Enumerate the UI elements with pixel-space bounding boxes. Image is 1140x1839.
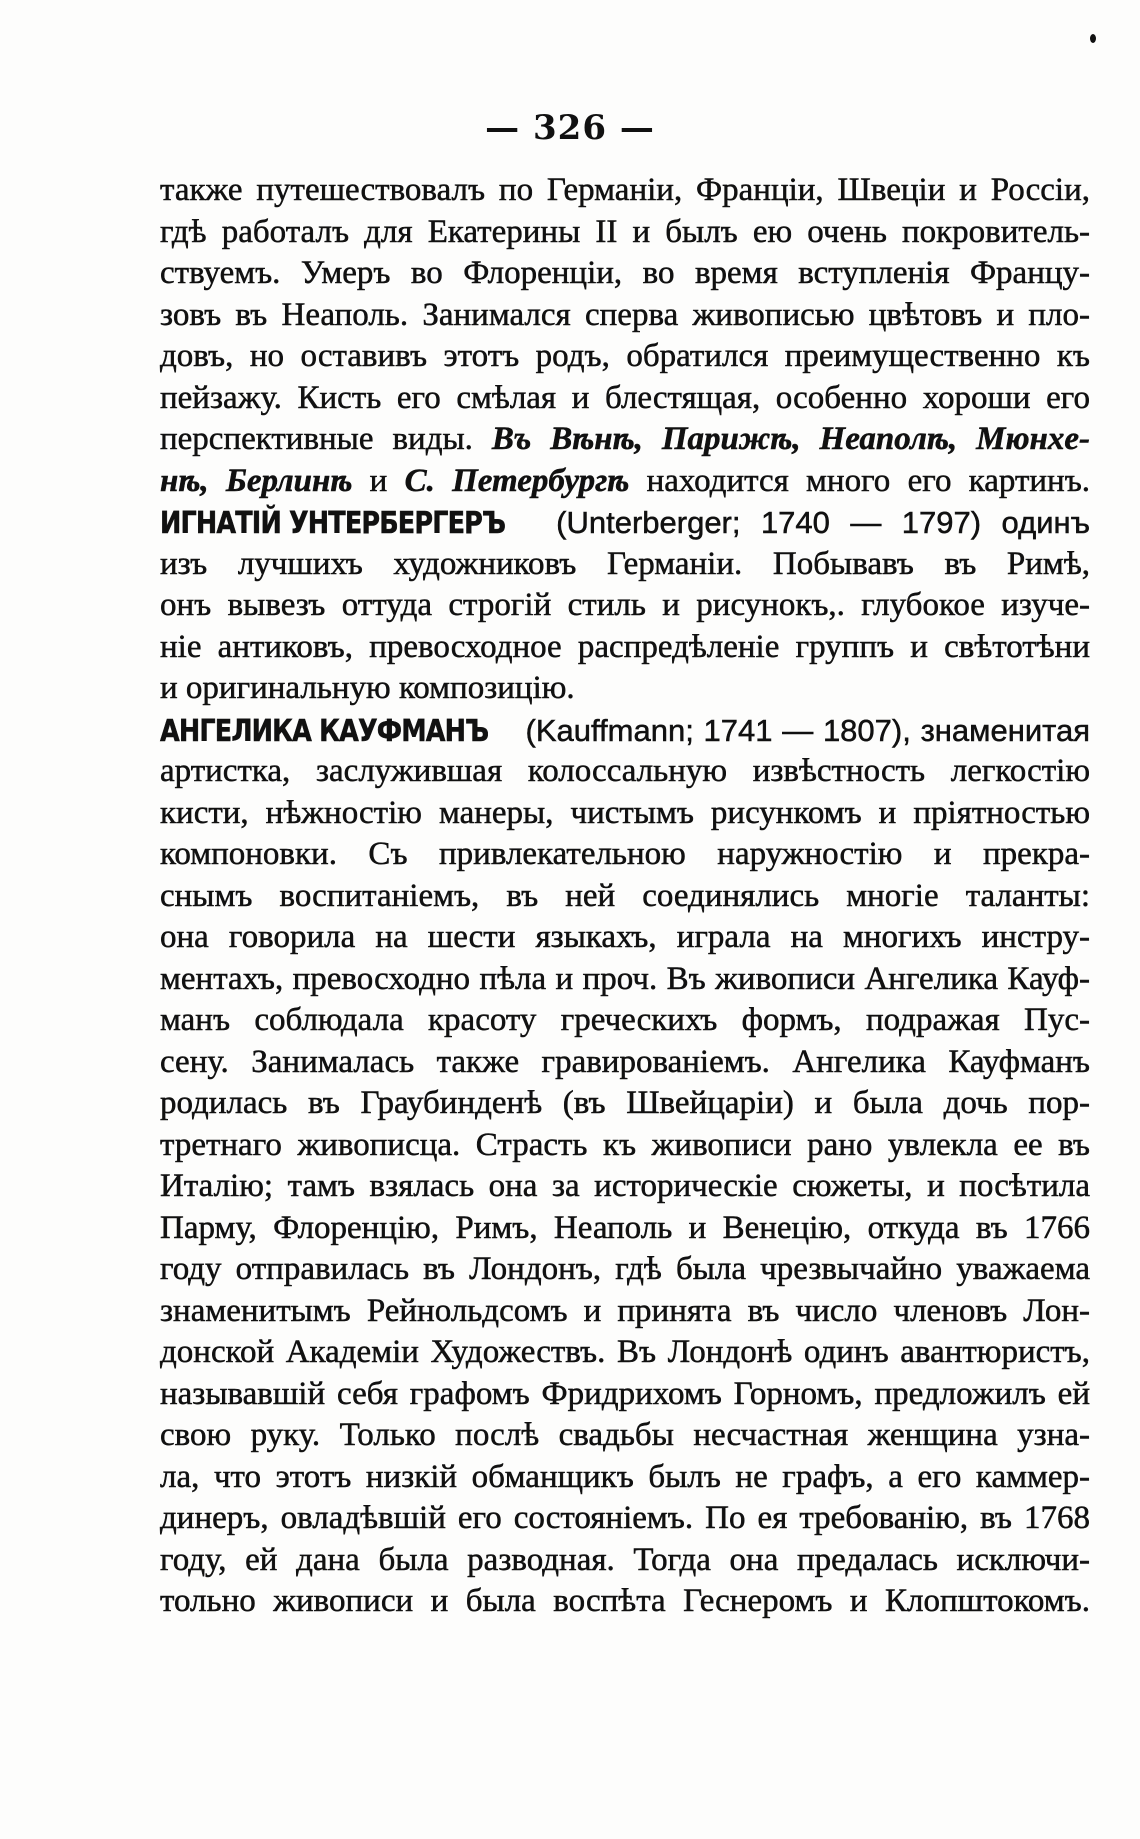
text-line: знаменитымъ Рейнольдсомъ и принята въ число членовъ Лон-: [160, 1292, 1090, 1329]
text-line: и оригинальную композицію.: [160, 670, 575, 706]
text-fragment: перспективные виды.: [160, 421, 473, 457]
text-line: манъ соблюдала красоту греческихъ формъ, подражая Пус-: [160, 1002, 1090, 1038]
entry-dates: (Unterberger; 1740 — 1797) одинъ: [556, 505, 1090, 540]
text-line: третнаго живописца. Страсть къ живописи рано увлекла ее въ: [160, 1126, 1090, 1163]
text-line: году, ей дана была разводная. Тогда она предалась исключи-: [160, 1541, 1090, 1578]
text-fragment: и: [369, 462, 388, 499]
entry-heading: ИГНАТІЙ УНТЕРБЕРГЕРЪ: [160, 506, 506, 541]
text-line: она говорила на шести языкахъ, играла на многихъ инстру-: [160, 919, 1090, 955]
text-line: ментахъ, превосходно пѣла и проч. Въ живописи Ангелика Кауф-: [160, 960, 1090, 997]
italic-place-names: Въ Вѣнѣ, Парижѣ, Неаполѣ, Мюнхе-: [491, 421, 1091, 457]
ink-speck: [1090, 34, 1096, 43]
text-line: компоновки. Съ привлекательною наружностію и прекра-: [160, 836, 1090, 872]
text-line: родилась въ Граубинденѣ (въ Швейцаріи) и была дочь пор-: [160, 1085, 1090, 1121]
text-line: [160, 502, 1090, 544]
text-line: ствуемъ. Умеръ во Флоренціи, во время вступленія Францу-: [160, 255, 1090, 291]
text-line: Парму, Флоренцію, Римъ, Неаполь и Венецію, откуда въ 1766: [160, 1209, 1090, 1246]
text-fragment: находится много его картинъ.: [646, 462, 1091, 499]
text-line: снымъ воспитаніемъ, въ ней соединялись многіе таланты:: [160, 877, 1090, 914]
text-line: зовъ въ Неаполь. Занимался сперва живописью цвѣтовъ и пло-: [160, 296, 1090, 333]
text-line: [160, 461, 1090, 503]
text-line: ла, что этотъ низкій обманщикъ былъ не графъ, а его каммер-: [160, 1458, 1090, 1495]
text-line: году отправилась въ Лондонъ, гдѣ была чрезвычайно уважаема: [160, 1251, 1090, 1287]
text-line: артистка, заслужившая колоссальную извѣстность легкостію: [160, 753, 1090, 789]
entry-dates: (Kauffmann; 1741 — 1807), знаменитая: [525, 712, 1091, 748]
text-line: донской Академіи Художествъ. Въ Лондонѣ одинъ авантюристъ,: [160, 1334, 1090, 1370]
text-line: изъ лучшихъ художниковъ Германіи. Побывавъ въ Римѣ,: [160, 545, 1090, 582]
text-line: гдѣ работалъ для Екатерины II и былъ ею очень покровитель-: [160, 213, 1090, 250]
text-line: ніе антиковъ, превосходное распредѣленіе группъ и свѣтотѣни: [160, 628, 1090, 665]
page-number: — 326 —: [485, 108, 655, 148]
text-line: свою руку. Только послѣ свадьбы несчастная женщина узна-: [160, 1417, 1090, 1453]
text-line: пейзажу. Кисть его смѣлая и блестящая, особенно хороши его: [160, 379, 1090, 416]
text-line: кисти, нѣжностію манеры, чистымъ рисункомъ и пріятностью: [160, 794, 1090, 831]
text-line: тольно живописи и была воспѣта Геснеромъ и Клопштокомъ.: [160, 1583, 1090, 1619]
text-line: довъ, но оставивъ этотъ родъ, обратился преимущественно къ: [160, 338, 1090, 374]
text-line: [160, 419, 1090, 461]
text-line: также путешествовалъ по Германіи, Франціи, Швеціи и Россіи,: [160, 172, 1090, 208]
text-line: называвшій себя графомъ Фридрихомъ Горномъ, предложилъ ей: [160, 1375, 1090, 1412]
text-line: онъ вывезъ оттуда строгій стиль и рисунокъ,. глубокое изуче-: [160, 587, 1090, 623]
entry-heading: АНГЕЛИКА КАУФМАНЪ: [160, 713, 489, 749]
text-line: сену. Занималась также гравированіемъ. Ангелика Кауфманъ: [160, 1043, 1090, 1080]
body-text: [160, 170, 1090, 1623]
text-line: динеръ, овладѣвшій его состояніемъ. По ея требованію, въ 1768: [160, 1500, 1090, 1536]
text-line: [160, 710, 1090, 752]
text-line: Италію; тамъ взялась она за историческіе сюжеты, и посѣтила: [160, 1168, 1090, 1204]
italic-place-names: нѣ, Берлинѣ: [160, 462, 353, 499]
italic-place-names: С. Петербургѣ: [404, 462, 630, 499]
